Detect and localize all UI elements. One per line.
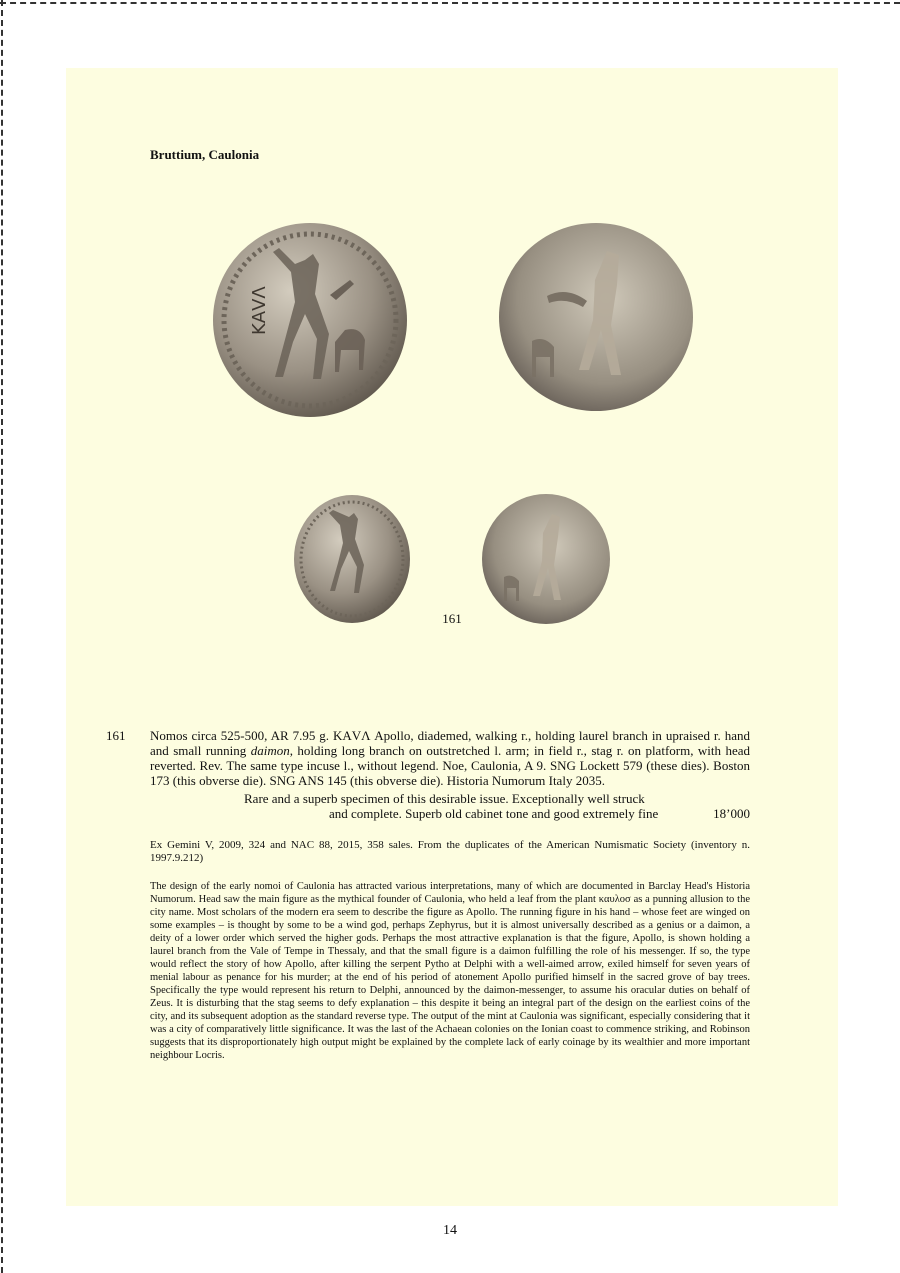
rarity-line-1: Rare and a superb specimen of this desirable issue. Exceptionally well struck xyxy=(244,791,645,806)
coin-obverse-small xyxy=(292,493,412,626)
lot-description-intro: Nomos circa 525-500, AR 7.95 g. ΚΑVΛ Apollo, diademed, walking r., holding laurel branch in upraised r. hand and small running xyxy=(150,728,750,758)
cut-line-left xyxy=(1,0,3,1273)
plate-number: 161 xyxy=(442,611,462,626)
page-number: 14 xyxy=(443,1223,457,1238)
lot-number: 161 xyxy=(106,728,126,743)
lot-description-rest: , holding long branch on outstretched l. arm; in field r., stag r. on platform, with head reverted. Rev. The same type incuse l., without legend. Noe, Caulonia, A 9. SNG Lockett 579 (these dies). Boston 173 (this obverse die). SNG ANS 145 (this obverse die). Historia Numorum Italy 2035. xyxy=(150,743,750,788)
coin-obverse-large xyxy=(210,220,410,420)
lot-description-daimon: daimon xyxy=(250,743,290,758)
section-heading: Bruttium, Caulonia xyxy=(150,147,260,162)
coin-legend: ΚΑVΛ xyxy=(249,286,270,335)
cut-line-top xyxy=(0,2,900,4)
coin-reverse-large xyxy=(497,221,695,413)
estimate-price: 18’000 xyxy=(713,806,750,821)
rarity-line-2: and complete. Superb old cabinet tone and good extremely fine xyxy=(329,806,659,821)
commentary-text: The design of the early nomoi of Caulonia has attracted various interpretations, many of which are documented in Barclay Head's Historia Numorum. Head saw the main figure as the mythical founder of Caulonia, who held a leaf from the plant καυλοσ as a punning allusion to the city name. Most scholars of the modern era seem to describe the figure as Apollo. The running figure in his hand – whose feet are winged on some examples – is thought by some to be a wind god, perhaps Zephyrus, but it is almost universally described as a genius or a daimon, a deity of a lower order which served the higher gods. Perhaps the most attractive explanation is that the figure, Apollo, is shown holding a laurel branch from the Vale of Tempe in Thessaly, and that the small figure is a daimon fulfilling the role of his messenger. If so, the type would reflect the story of how Apollo, after killing the serpent Pytho at Delphi with a well-aimed arrow, exiled himself for seven years of menial labour as penance for his murder; at the end of his period of atonement Apollo purified himself in the sacred grove of bay trees. Specifically the type would represent his return to Delphi, announced by the daimon-messenger, to assume his oracular duties on behalf of Zeus. It is disturbing that the stag seems to defy explanation – this despite it being an integral part of the design on the earliest coins of the city, and its subsequent adoption as the standard reverse type. The output of the mint at Caulonia was significant, especially considering that it was a city of comparatively little significance. It was the last of the Achaean colonies on the Ionian coast to commence striking, and Robinson suggests that its disproportionately high output might be explained by the complete lack of early coinage by its wealthier and more important neighbour Locris. xyxy=(150,881,750,1061)
provenance-note: Ex Gemini V, 2009, 324 and NAC 88, 2015, 358 sales. From the duplicates of the American Numismatic Society (inventory n. 1997.9.212) xyxy=(150,839,750,864)
lot-description xyxy=(150,728,750,788)
coin-reverse-small xyxy=(480,492,612,626)
